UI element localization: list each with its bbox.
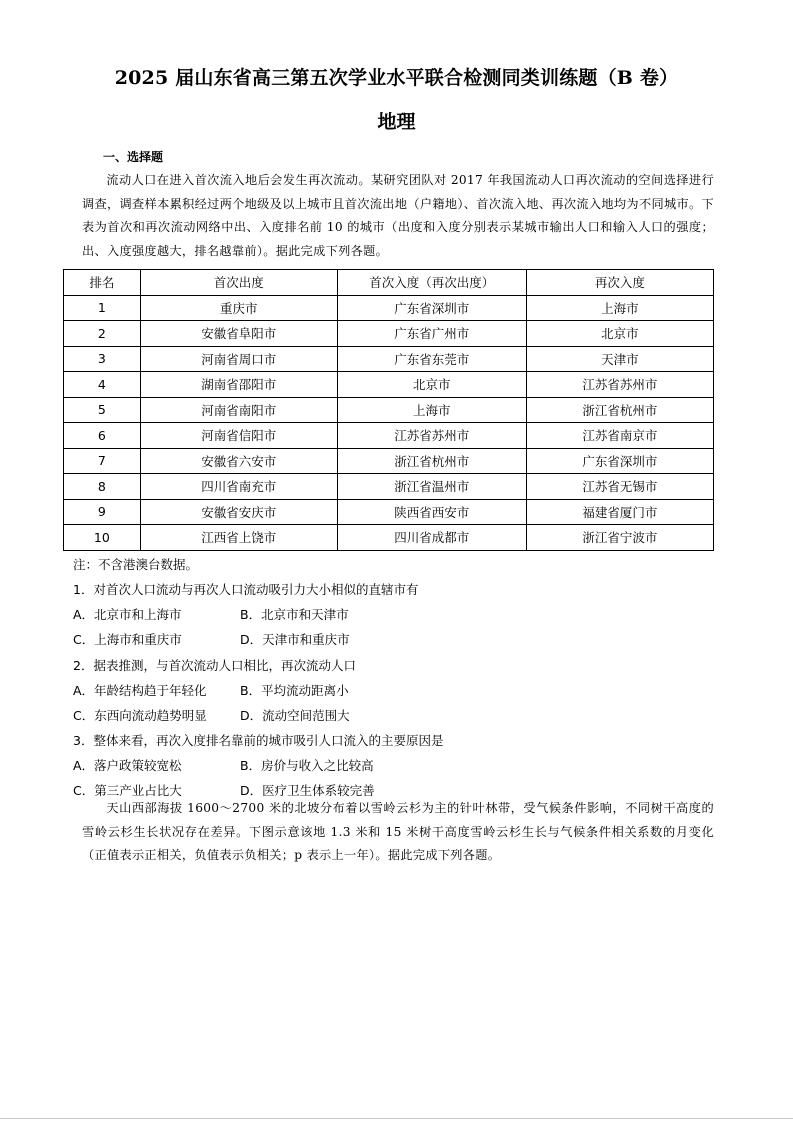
question-1-option-a[interactable]: A．北京市和上海市 — [73, 607, 182, 622]
cell-first-in: 广东省东莞市 — [337, 346, 526, 372]
cell-first-out: 四川省南充市 — [140, 474, 337, 500]
cell-first-in: 陕西省西安市 — [337, 499, 526, 525]
city-ranking-table — [63, 269, 714, 551]
cell-first-out: 重庆市 — [140, 295, 337, 321]
table-row — [64, 474, 714, 500]
cell-first-out: 河南省周口市 — [140, 346, 337, 372]
table-row — [64, 525, 714, 551]
question-3-option-a[interactable]: A．落户政策较宽松 — [73, 758, 182, 773]
table-note: 注：不含港澳台数据。 — [73, 557, 199, 572]
cell-second-in: 浙江省杭州市 — [526, 397, 713, 423]
cell-second-in: 天津市 — [526, 346, 713, 372]
question-2-stem: 2．据表推测，与首次流动人口相比，再次流动人口 — [73, 658, 356, 673]
cell-second-in: 江苏省苏州市 — [526, 372, 713, 398]
cell-second-in: 浙江省宁波市 — [526, 525, 713, 551]
table-row — [64, 423, 714, 449]
cell-rank: 4 — [64, 372, 141, 398]
cell-first-out: 安徽省六安市 — [140, 448, 337, 474]
cell-first-in: 广东省深圳市 — [337, 295, 526, 321]
cell-rank: 5 — [64, 397, 141, 423]
header-first-out: 首次出度 — [140, 270, 337, 296]
cell-second-in: 福建省厦门市 — [526, 499, 713, 525]
question-2-option-c[interactable]: C．东西向流动趋势明显 — [73, 708, 207, 723]
question-3-stem: 3．整体来看，再次入度排名靠前的城市吸引人口流入的主要原因是 — [73, 733, 444, 748]
table-row — [64, 448, 714, 474]
cell-rank: 1 — [64, 295, 141, 321]
cell-rank: 6 — [64, 423, 141, 449]
cell-first-out: 江西省上饶市 — [140, 525, 337, 551]
cell-first-out: 河南省南阳市 — [140, 397, 337, 423]
cell-first-in: 江苏省苏州市 — [337, 423, 526, 449]
section-heading: 一、选择题 — [103, 150, 164, 164]
cell-first-in: 广东省广州市 — [337, 321, 526, 347]
passage-migration: 流动人口在进入首次流入地后会发生再次流动。某研究团队对 2017 年我国流动人口再次流动的空间选择进行调查，调查样本累积经过两个地级及以上城市且首次流出地（户籍地）、首次流入地、再次流入地均为不同城市。下表为首次和再次流动网络中出、入度排名前 10 的城市（出度和入度分别表示某城市输出人口和输入人口的强度；出、入度强度越大，排名越靠前）。据此完成下列各题。 — [82, 173, 714, 258]
table-row — [64, 321, 714, 347]
question-1-option-c[interactable]: C．上海市和重庆市 — [73, 632, 182, 647]
question-2-option-b[interactable]: B．平均流动距离小 — [240, 683, 349, 698]
cell-first-out: 湖南省邵阳市 — [140, 372, 337, 398]
cell-second-in: 上海市 — [526, 295, 713, 321]
question-2-option-d[interactable]: D．流动空间范围大 — [240, 708, 350, 723]
cell-second-in: 江苏省无锡市 — [526, 474, 713, 500]
question-1-option-b[interactable]: B．北京市和天津市 — [240, 607, 349, 622]
cell-second-in: 北京市 — [526, 321, 713, 347]
cell-rank: 7 — [64, 448, 141, 474]
table-row — [64, 499, 714, 525]
header-second-in: 再次入度 — [526, 270, 713, 296]
question-3-option-c[interactable]: C．第三产业占比大 — [73, 783, 182, 798]
table-row — [64, 397, 714, 423]
cell-first-in: 四川省成都市 — [337, 525, 526, 551]
cell-first-in: 上海市 — [337, 397, 526, 423]
question-2-option-a[interactable]: A．年龄结构趋于年轻化 — [73, 683, 207, 698]
question-3-option-d[interactable]: D．医疗卫生体系较完善 — [240, 783, 375, 798]
header-rank: 排名 — [64, 270, 141, 296]
table-row — [64, 372, 714, 398]
cell-first-out: 安徽省阜阳市 — [140, 321, 337, 347]
passage-tianshan: 天山西部海拔 1600～2700 米的北坡分布着以雪岭云杉为主的针叶林带，受气候条件影响，不同树干高度的雪岭云杉生长状况存在差异。下图示意该地 1.3 米和 15 米树干高度雪岭云杉生长与气候条件相关系数的月变化（正值表示正相关，负值表示负相关；p 表示上一年）。据此完成下列各题。 — [82, 801, 714, 862]
cell-first-in: 浙江省温州市 — [337, 474, 526, 500]
cell-first-in: 浙江省杭州市 — [337, 448, 526, 474]
subject-title: 地理 — [377, 111, 416, 133]
cell-second-in: 广东省深圳市 — [526, 448, 713, 474]
cell-rank: 9 — [64, 499, 141, 525]
cell-rank: 2 — [64, 321, 141, 347]
page-bottom-divider — [0, 1118, 793, 1119]
question-3-option-b[interactable]: B．房价与收入之比较高 — [240, 758, 374, 773]
document-title: 2025 届山东省高三第五次学业水平联合检测同类训练题（B 卷） — [114, 67, 679, 89]
table-row — [64, 346, 714, 372]
cell-first-out: 河南省信阳市 — [140, 423, 337, 449]
table-row — [64, 295, 714, 321]
cell-rank: 8 — [64, 474, 141, 500]
header-first-in: 首次入度（再次出度） — [337, 270, 526, 296]
cell-rank: 3 — [64, 346, 141, 372]
cell-first-in: 北京市 — [337, 372, 526, 398]
table-header-row — [64, 270, 714, 296]
question-1-stem: 1．对首次人口流动与再次人口流动吸引力大小相似的直辖市有 — [73, 582, 419, 597]
cell-rank: 10 — [64, 525, 141, 551]
cell-second-in: 江苏省南京市 — [526, 423, 713, 449]
question-1-option-d[interactable]: D．天津市和重庆市 — [240, 632, 350, 647]
cell-first-out: 安徽省安庆市 — [140, 499, 337, 525]
